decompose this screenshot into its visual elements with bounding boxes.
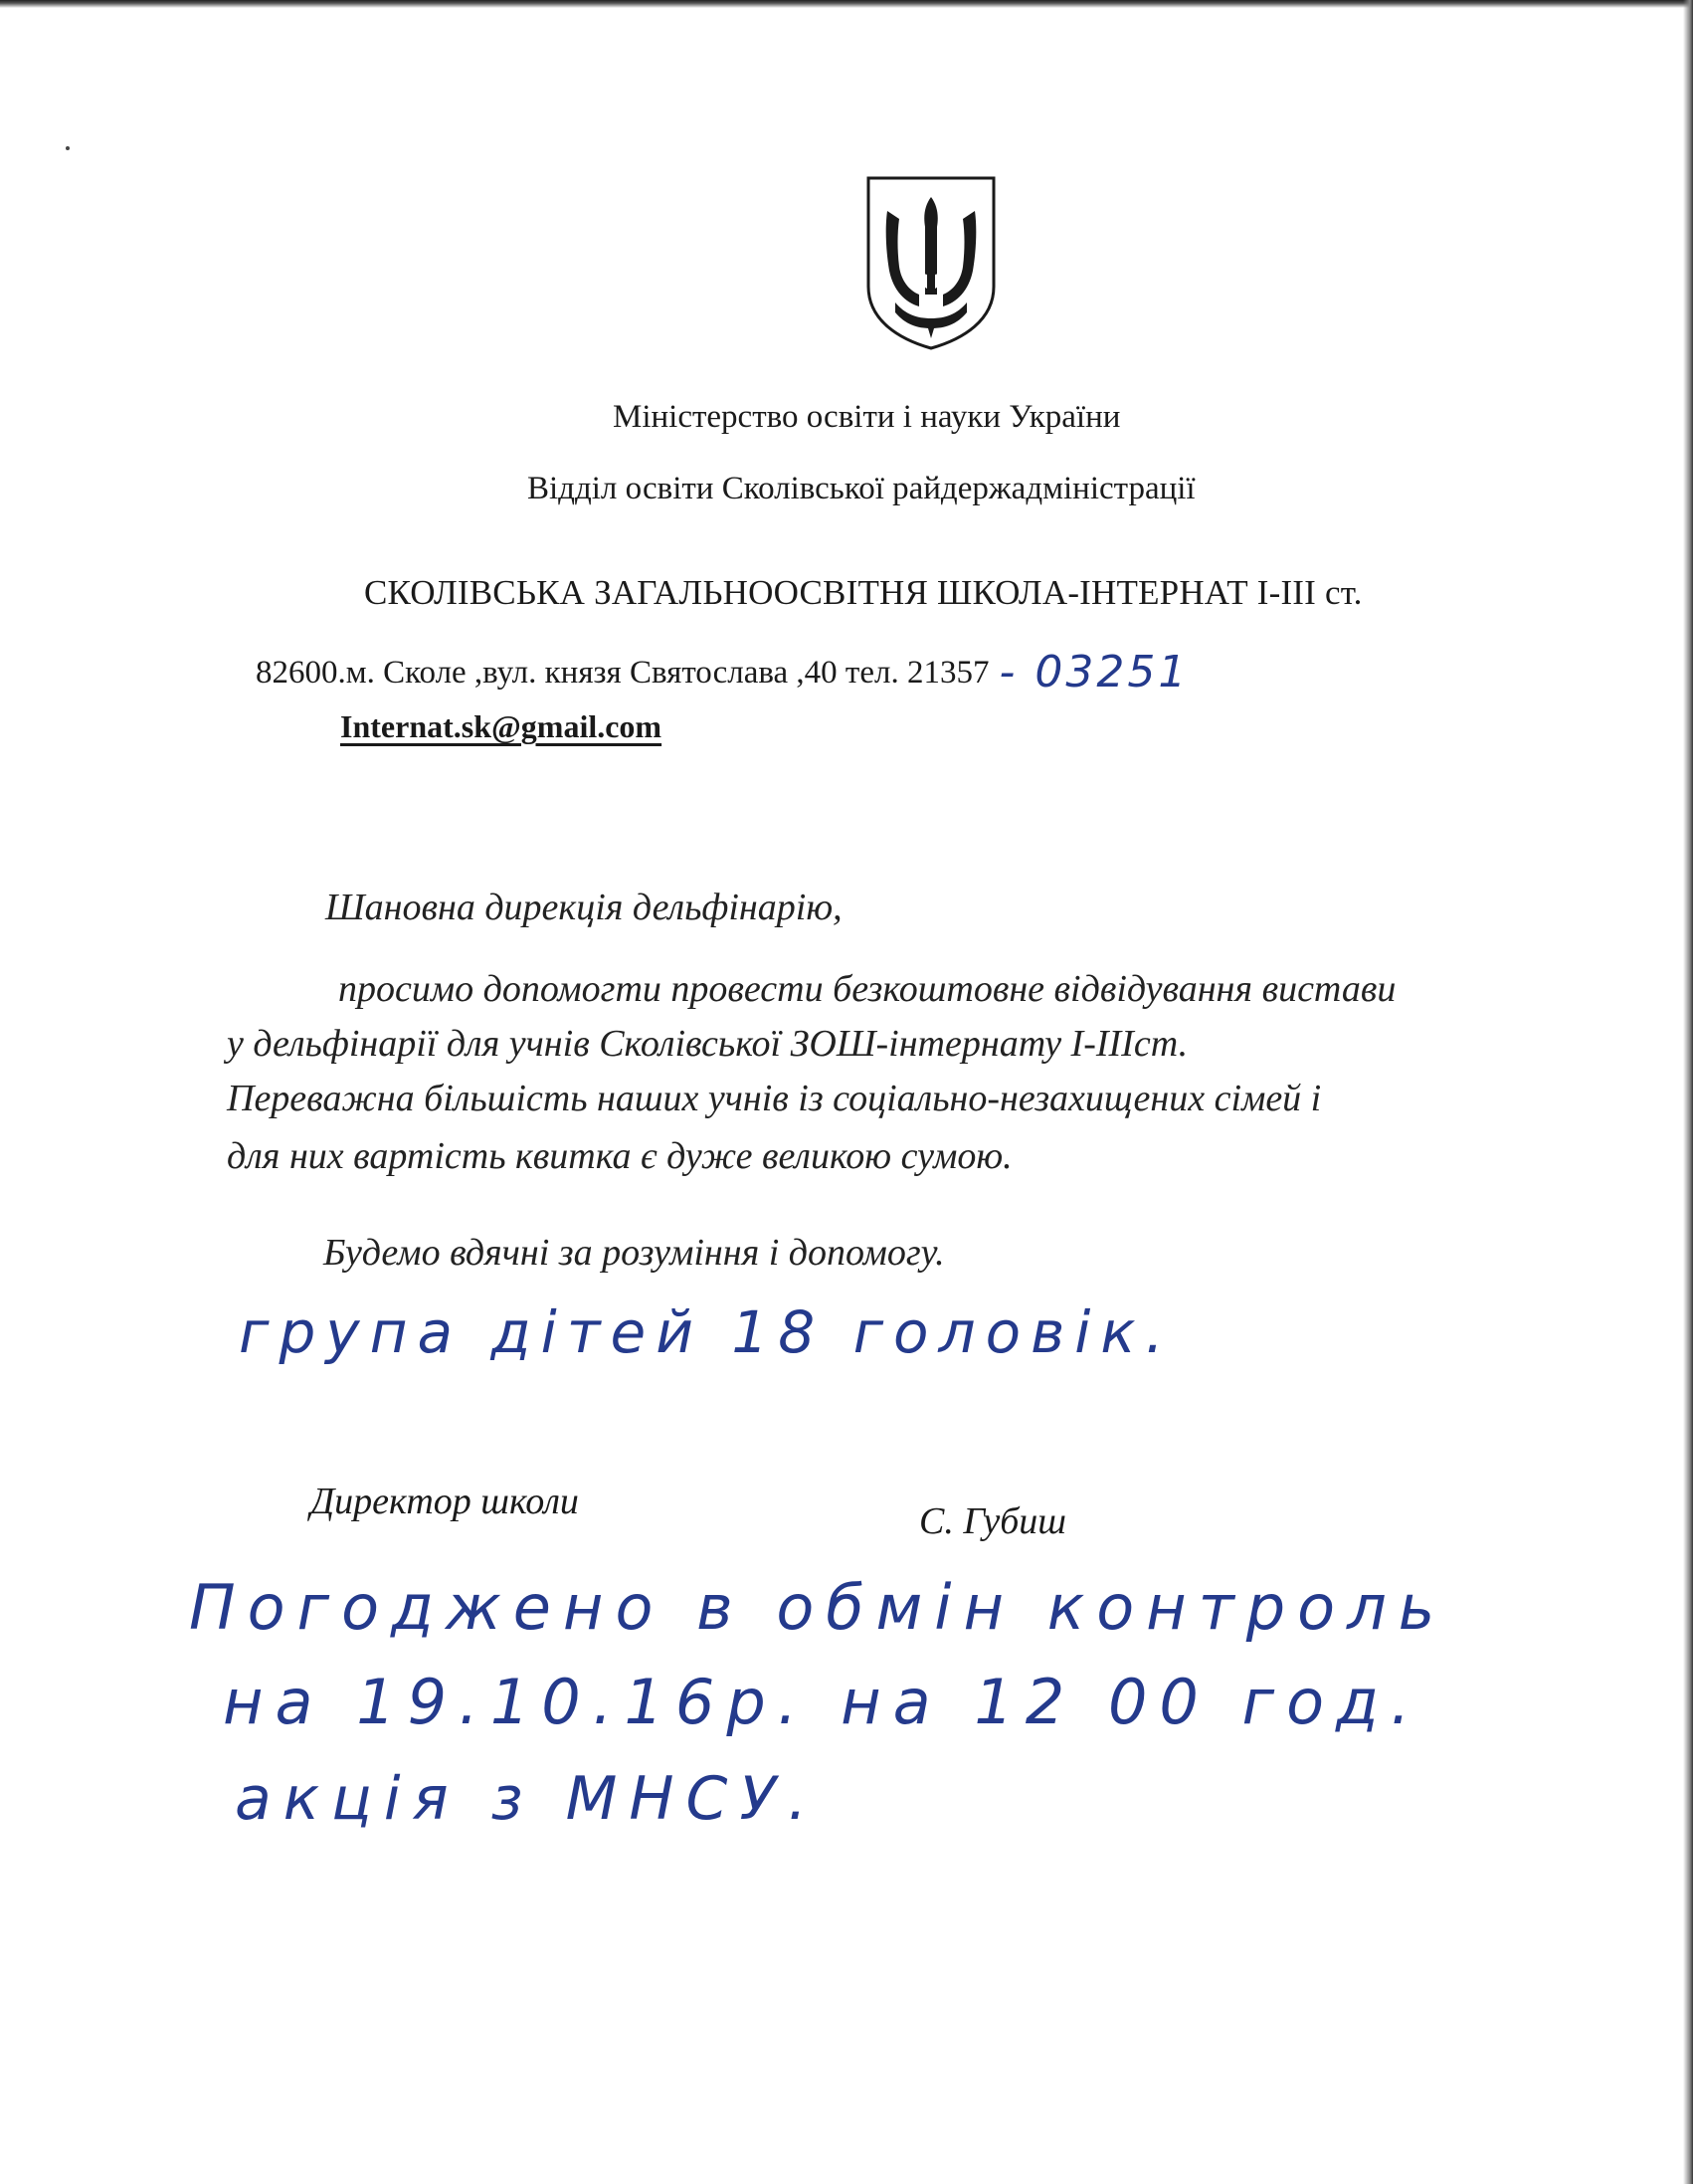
handwritten-approval-line: акція з МНСУ. (235, 1764, 820, 1834)
letter-gratitude: Будемо вдячні за розуміння і допомогу. (323, 1232, 945, 1274)
scan-speck (66, 146, 70, 150)
signature-name: С. Губиш (919, 1500, 1066, 1542)
handwritten-phone-suffix: - 03251 (999, 647, 1190, 697)
handwritten-approval-line: на 19.10.16р. на 12 00 год. (223, 1666, 1422, 1738)
scan-edge-right (1683, 0, 1693, 2184)
ministry-name: Міністерство освіти і науки України (613, 399, 1121, 435)
letter-body-line: для них вартість квитка є дуже великою сумою. (227, 1135, 1013, 1177)
letter-body-line: просимо допомогти провести безкоштовне відвідування вистави (338, 968, 1397, 1010)
address-text: 82600.м. Сколе ,вул. князя Святослава ,40 тел. 21357 (256, 655, 990, 691)
handwritten-approval-line: Погоджено в обмін контроль (189, 1571, 1447, 1644)
signature-title: Директор школи (310, 1481, 579, 1522)
letter-salutation: Шановна дирекція дельфінарію, (325, 887, 843, 928)
trident-icon (865, 175, 997, 350)
school-address (256, 647, 1190, 697)
scan-edge-top (0, 0, 1693, 8)
handwritten-group-note: група дітей 18 головік. (239, 1298, 1174, 1366)
letter-body-line: у дельфінарії для учнів Сколівської ЗОШ-інтернату І-ІІІст. (227, 1023, 1189, 1065)
letter-body-line: Переважна більшість наших учнів із соціально-незахищених сімей і (227, 1078, 1322, 1119)
school-email: Internat.sk@gmail.com (340, 708, 662, 744)
school-name: СКОЛІВСЬКА ЗАГАЛЬНООСВІТНЯ ШКОЛА-ІНТЕРНАТ І-ІІІ ст. (364, 573, 1363, 612)
department-name: Відділ освіти Сколівської райдержадміністрації (527, 471, 1196, 506)
